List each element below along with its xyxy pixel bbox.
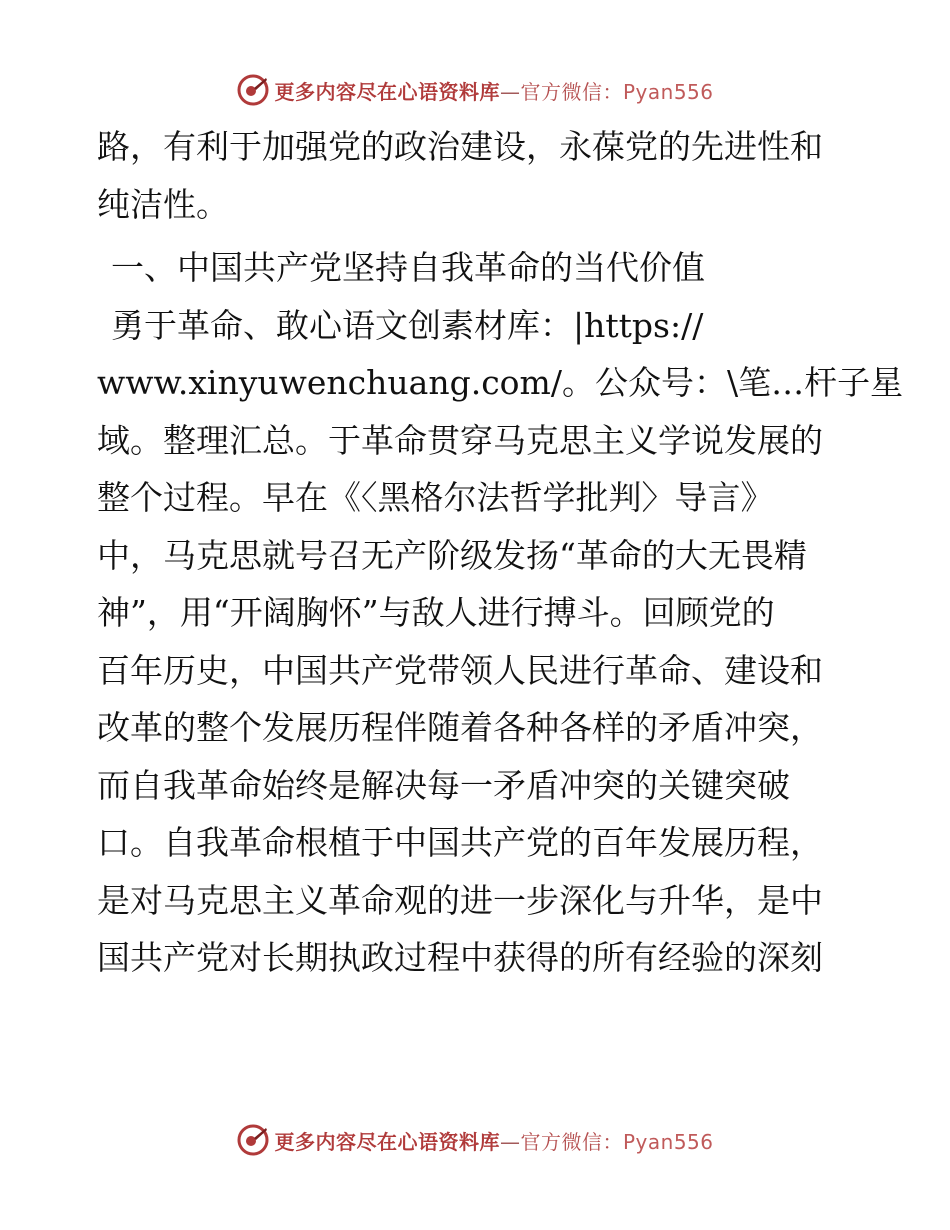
section-heading: 一、中国共产党坚持自我革命的当代价值 xyxy=(111,248,705,287)
banner-main-text: 更多内容尽在心语资料库 xyxy=(274,1129,500,1154)
banner-separator: — xyxy=(499,1129,521,1154)
banner-separator: — xyxy=(499,79,521,104)
text-line: 路，有利于加强党的政治建设，永葆党的先进性和 xyxy=(97,127,823,166)
text-line: 改革的整个发展历程伴随着各种各样的矛盾冲突， xyxy=(97,708,823,747)
text-line: www.xinyuwenchuang.com/。公众号：\笔…杆子星 xyxy=(97,363,904,402)
text-line: 中，马克思就号召无产阶级发扬“革命的大无畏精 xyxy=(97,535,807,575)
text-line: 整个过程。早在《〈黑格尔法哲学批判〉导言》 xyxy=(97,478,774,517)
text-line: 国共产党对长期执政过程中获得的所有经验的深刻 xyxy=(97,938,823,977)
text-line: 神”，用“开阔胸怀”与敌人进行搏斗。回顾党的 xyxy=(97,593,775,632)
pen-logo-icon xyxy=(236,73,270,107)
banner-official-label: 官方微信： xyxy=(520,79,623,104)
banner-official-label: 官方微信： xyxy=(520,1129,623,1154)
text-line: 是对马克思主义革命观的进一步深化与升华，是中 xyxy=(97,880,823,920)
banner-main-text: 更多内容尽在心语资料库 xyxy=(274,79,500,104)
header-banner xyxy=(0,70,950,110)
text-line: 口。自我革命根植于中国共产党的百年发展历程， xyxy=(97,823,823,862)
footer-banner xyxy=(0,1120,950,1160)
text-line: 域。整理汇总。于革命贯穿马克思主义学说发展的 xyxy=(97,420,823,460)
document-body xyxy=(97,118,904,987)
text-line: 纯洁性。 xyxy=(97,184,229,224)
banner-handle: Pyan556 xyxy=(622,1129,714,1154)
text-line: 勇于革命、敢心语文创素材库：|https:// xyxy=(111,305,704,345)
banner-handle: Pyan556 xyxy=(622,79,714,104)
pen-logo-icon xyxy=(236,1123,270,1157)
text-line: 而自我革命始终是解决每一矛盾冲突的关键突破 xyxy=(97,765,790,805)
text-line: 百年历史，中国共产党带领人民进行革命、建设和 xyxy=(97,650,823,690)
